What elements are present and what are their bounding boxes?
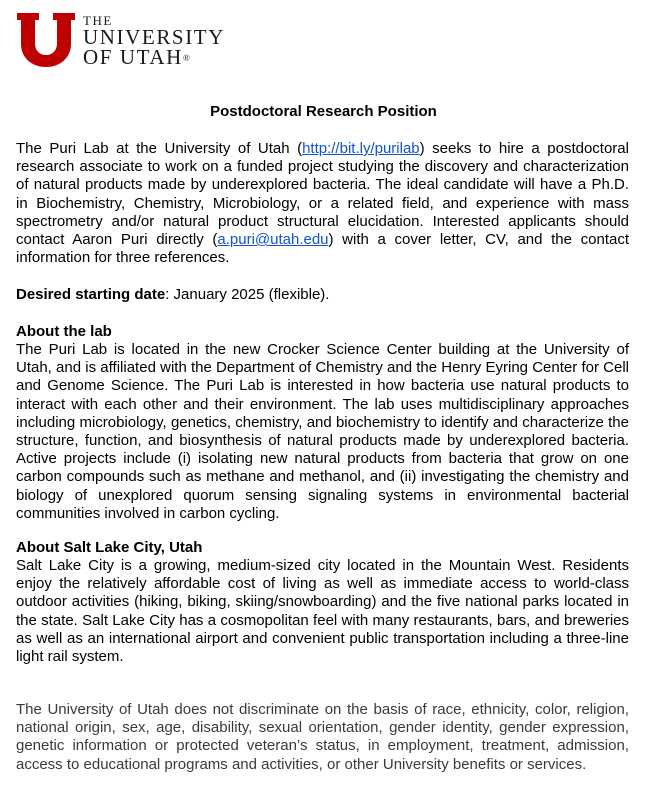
contact-email-link[interactable]: a.puri@utah.edu <box>217 231 329 249</box>
nondiscrimination-notice: The University of Utah does not discriminate on the basis of race, ethnicity, color, religion, national origin, sex, age, disability, sexual orientation, gender identity, gender expression, genetic information or protected veteran’s status, in employment, treatment, admission, access to educational programs and activities, or other University benefits or services. <box>16 701 629 773</box>
registered-mark: ® <box>182 53 192 63</box>
intro-text-3: ) with a cover letter, CV, and the contact information for three references. <box>16 231 629 267</box>
start-date-line <box>16 286 629 304</box>
start-date-value: : January 2025 (flexible). <box>165 286 330 303</box>
intro-paragraph <box>16 140 629 267</box>
intro-text-2: ) seeks to hire a postdoctoral research associate to work on a funded project studying the discovery and characterization of natural products made by underexplored bacteria. The ideal candidate will have a Ph.D. in Biochemistry, Chemistry, Microbiology, or a related field, and experience with mass spectrometry and/or natural product structural elucidation. Interested applicants should contact Aaron Puri directly ( <box>16 140 629 249</box>
block-u-logo-icon <box>17 13 75 67</box>
logo-of-utah-text: OF UTAH <box>83 45 183 69</box>
logo-wordmark <box>83 14 225 67</box>
lab-website-link[interactable]: http://bit.ly/purilab <box>302 140 420 157</box>
about-slc-paragraph: Salt Lake City is a growing, medium-sized city located in the Mountain West. Residents enjoy the relatively affordable cost of living as well as immediate access to world-class outdoor activities (hiking, biking, skiing/snowboarding) and the five national parks located in the state. Salt Lake City has a cosmopolitan feel with many restaurants, bars, and breweries as well as an international airport and convenient public transportation including a three-line light rail system. <box>16 557 629 666</box>
logo-line-university: UNIVERSITY <box>83 25 225 49</box>
logo-line-the: THE <box>83 13 113 28</box>
about-slc-heading: About Salt Lake City, Utah <box>16 539 203 556</box>
logo-line-of-utah <box>83 47 225 67</box>
page-title: Postdoctoral Research Position <box>210 103 437 120</box>
about-lab-heading: About the lab <box>16 323 112 340</box>
intro-text-1: The Puri Lab at the University of Utah ( <box>16 140 303 157</box>
about-lab-paragraph: The Puri Lab is located in the new Crocker Science Center building at the University of Utah, and is affiliated with the Department of Chemistry and the Henry Eyring Center for Cell and Genome Science. The Puri Lab is interested in how bacteria use natural products to interact with each other and their environment. The lab uses multidisciplinary approaches including microbiology, genetics, chemistry, and biochemistry to identify and characterize the structure, function, and biosynthesis of natural products made by underexplored bacteria. Active projects include (i) isolating new natural products from bacteria that grow on one carbon compounds such as methane and methanol, and (ii) investigating the chemistry and biology of unexplored quorum sensing signaling systems in environmental bacterial communities involved in carbon cycling. <box>16 341 629 522</box>
start-date-label: Desired starting date <box>16 286 166 303</box>
university-logo <box>17 13 232 75</box>
